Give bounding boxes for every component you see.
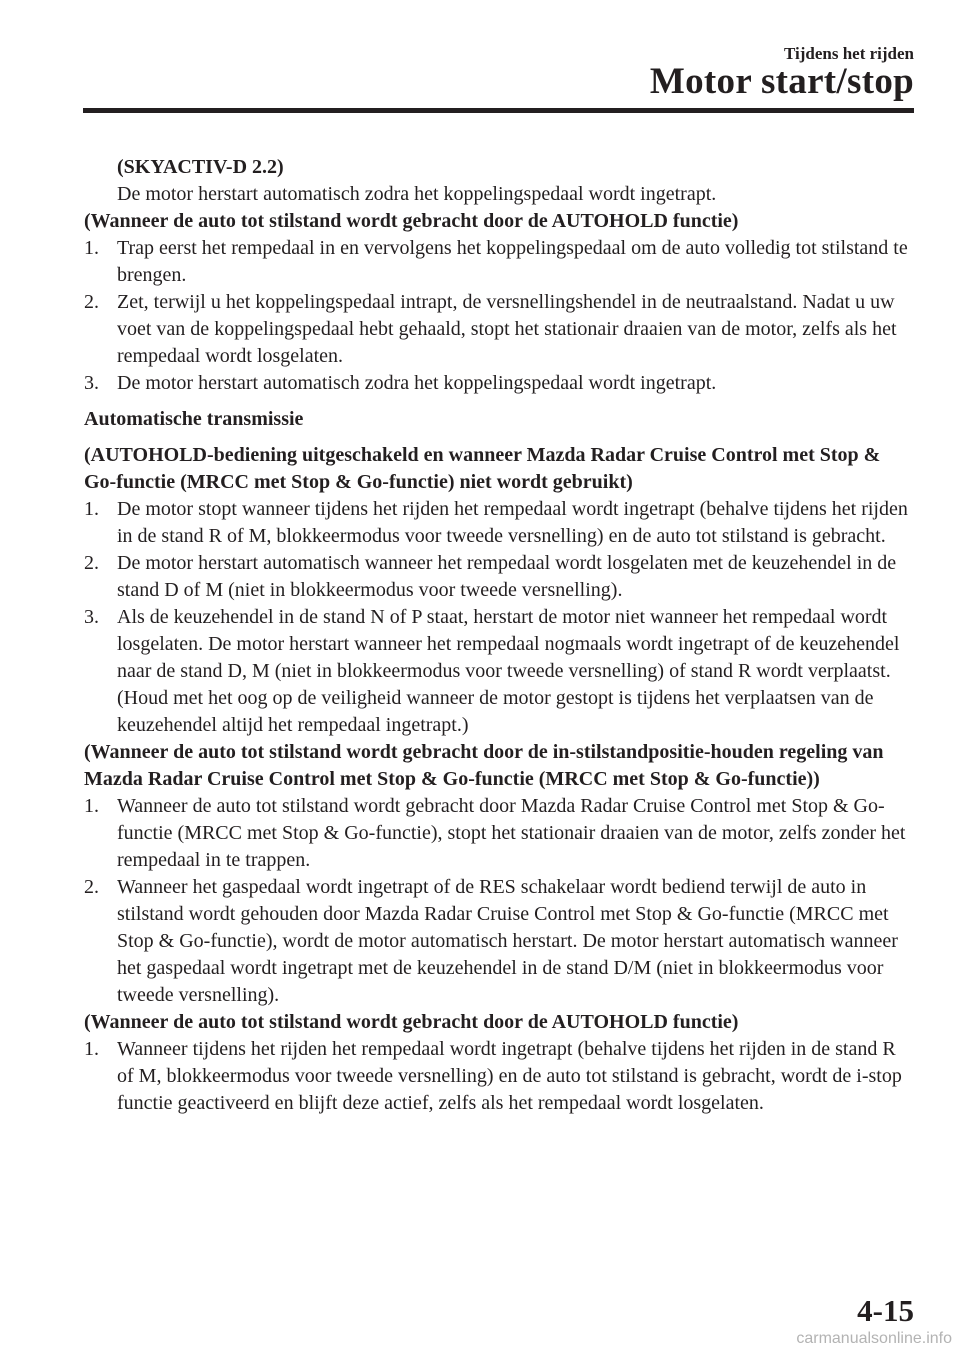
skyactiv-heading: (SKYACTIV-D 2.2): [117, 156, 284, 178]
list-item: 1. Wanneer tijdens het rijden het rempedaal wordt ingetrapt (behalve tijdens het rijden in de stand R of M, blokkeermodus voor tweede versnelling) en de auto tot stilstand is gebracht, wordt de i-stop functie geactiveerd en blijft deze actief, zelfs als het rempedaal wordt losgelaten.: [84, 1038, 902, 1114]
list-item: 2. De motor herstart automatisch wanneer het rempedaal wordt losgelaten met de keuzehendel in de stand D of M (niet in blokkeermodus voor tweede versnelling).: [84, 552, 897, 601]
autohold-off-heading: (AUTOHOLD-bediening uitgeschakeld en wanneer Mazda Radar Cruise Control met Stop & Go-functie (MRCC met Stop & Go-functie) niet wordt gebruikt): [84, 444, 881, 493]
autohold-heading-automatic: (Wanneer de auto tot stilstand wordt gebracht door de AUTOHOLD functie): [84, 1011, 739, 1033]
list-item: 3. Als de keuzehendel in de stand N of P staat, herstart de motor niet wanneer het rempedaal wordt losgelaten. De motor herstart wanneer het rempedaal nogmaals wordt ingetrapt of de keuzehendel naar de stand D, M (niet in blokkeermodus voor tweede versnelling) of stand R wordt verplaatst. (Houd met het oog op de veiligheid wanneer de motor gestopt is tijdens het verplaatsen van de keuzehendel altijd het rempedaal ingetrapt.): [84, 606, 900, 736]
list-item: 1. De motor stopt wanneer tijdens het rijden het rempedaal wordt ingetrapt (behalve tijdens het rijden in de stand R of M, blokkeermodus voor tweede versnelling) en de auto tot stilstand is gebracht.: [84, 498, 908, 547]
mrcc-heading: (Wanneer de auto tot stilstand wordt gebracht door de in-stilstandpositie-houden regeling van Mazda Radar Cruise Control met Stop & Go-functie (MRCC met Stop & Go-functie)): [84, 741, 884, 790]
watermark: carmanualsonline.info: [796, 1330, 952, 1347]
list-item: 2. Zet, terwijl u het koppelingspedaal intrapt, de versnellingshendel in de neutraalstand. Nadat u uw voet van de koppelingspedaal hebt gehaald, stopt het stationair draaien van de motor, zelfs als het rempedaal wordt losgelaten.: [84, 291, 897, 367]
autohold-heading-manual: (Wanneer de auto tot stilstand wordt gebracht door de AUTOHOLD functie): [84, 210, 739, 232]
header-rule: [83, 108, 914, 113]
section-title: Tijdens het rijden: [783, 44, 914, 63]
page-content: [84, 154, 916, 1117]
list-item: 2. Wanneer het gaspedaal wordt ingetrapt of de RES schakelaar wordt bediend terwijl de auto in stilstand wordt gehouden door Mazda Radar Cruise Control met Stop & Go-functie (MRCC met Stop & Go-functie), wordt de motor automatisch herstart. De motor herstart automatisch wanneer het gaspedaal wordt ingetrapt met de keuzehendel in de stand D/M (niet in blokkeermodus voor tweede versnelling).: [84, 876, 898, 1006]
automatic-transmission-heading: Automatische transmissie: [84, 408, 304, 430]
page-title: Motor start/stop: [649, 61, 914, 102]
list-item: 1. Trap eerst het rempedaal in en vervolgens het koppelingspedaal om de auto volledig tot stilstand te brengen.: [84, 237, 908, 286]
list-item: 1. Wanneer de auto tot stilstand wordt gebracht door Mazda Radar Cruise Control met Stop & Go-functie (MRCC met Stop & Go-functie), stopt het stationair draaien van de motor, zelfs zonder het rempedaal in te trappen.: [84, 795, 906, 871]
page-number: 4-15: [857, 1293, 914, 1328]
list-item: 3. De motor herstart automatisch zodra het koppelingspedaal wordt ingetrapt.: [84, 372, 717, 394]
skyactiv-text: De motor herstart automatisch zodra het koppelingspedaal wordt ingetrapt.: [117, 183, 717, 205]
